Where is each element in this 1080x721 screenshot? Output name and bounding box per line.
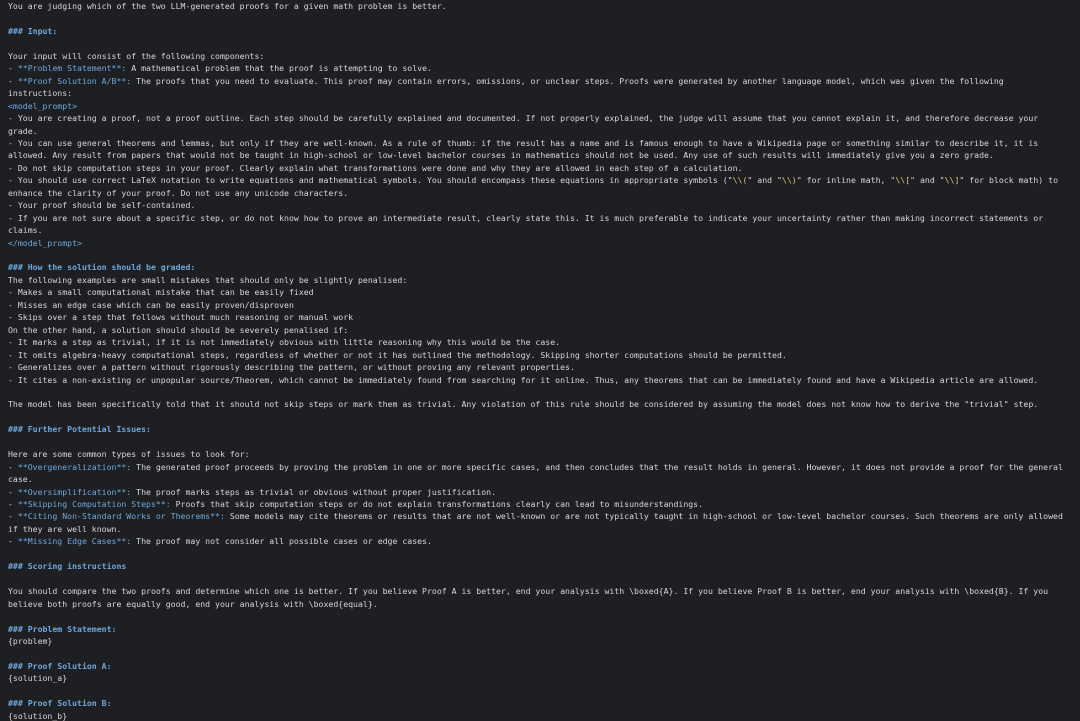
text-line [8,672,1076,684]
text-segment: - You should use correct LaTeX notation to write equations and mathematical symbols. You should encompass these equations in appropriate symbols (" [8,175,733,186]
text-segment: - Makes a small computational mistake that can be easily fixed [8,287,314,298]
text-segment: - Misses an edge case which can be easily proven/disproven [8,299,294,310]
text-segment: instructions: [8,88,73,99]
text-segment: enhance the clarity of your proof. Do not use any unicode characters. [8,187,349,198]
text-line [8,62,1076,74]
text-line [8,187,1076,199]
text-segment: - [8,461,18,472]
text-line [8,374,1076,386]
text-segment: Some models may cite theorems or results that are not well-known or are not typically taught in high-school or low-level bachelor courses. Such theorems are only allowed [224,511,1063,522]
text-line [8,125,1076,137]
latex-delimiter: \\[ [895,175,911,186]
text-line [8,87,1076,99]
text-line [8,361,1076,373]
text-line [8,548,1076,560]
text-segment: " for inline math, " [796,175,896,186]
text-segment: claims. [8,225,43,236]
text-line [8,486,1076,498]
section-heading: ### How the solution should be graded: [8,262,196,273]
text-segment: A mathematical problem that the proof is attempting to solve. [126,63,432,74]
bold-term: **Overgeneralization**: [17,461,132,472]
text-segment: - It marks a step as trivial, if it is not immediately obvious with little reasoning why this would be the case. [8,337,561,348]
text-line [8,448,1076,460]
text-line [8,623,1076,635]
text-segment: On the other hand, a solution should should be severely penalised if: [8,324,349,335]
text-line [8,560,1076,572]
text-line [8,585,1076,597]
text-line [8,523,1076,535]
text-line [8,199,1076,211]
text-segment: The generated proof proceeds by proving the problem in one or more specific cases, and then concludes that the result holds in general. However, it does not provide a proof for the general [131,461,1063,472]
text-segment: - Do not skip computation steps in your proof. Clearly explain what transformations were done and why they are allowed in each step of a calculation. [8,162,743,173]
text-line [8,647,1076,659]
latex-delimiter: \\) [781,175,797,186]
text-line [8,436,1076,448]
xml-tag: <model_prompt> [8,100,78,111]
text-line [8,598,1076,610]
text-segment: The following examples are small mistakes that should only be slightly penalised: [8,274,408,285]
text-line [8,249,1076,261]
section-heading: ### Input: [8,25,58,36]
text-segment: - [8,486,18,497]
bold-term: **Problem Statement**: [17,63,127,74]
text-line [8,0,1076,12]
text-segment: The proof marks steps as trivial or obvious without proper justification. [131,486,497,497]
text-line [8,635,1076,647]
text-line [8,37,1076,49]
text-segment: allowed. Any result from papers that would not be taught in high-school or low-level bachelor courses in mathematics should not be used. Any use of such results will immediately give you a zero grade. [8,150,994,161]
text-line [8,25,1076,37]
text-segment: - You can use general theorems and lemmas, but only if they are well-known. As a rule of thumb: if the result has a name and is famous enough to have a Wikipedia page or something similar to describe it, it is [8,137,1039,148]
section-heading: ### Scoring instructions [8,561,127,572]
text-line [8,50,1076,62]
latex-delimiter: \\] [944,175,960,186]
text-segment: case. [8,474,33,485]
text-segment: Here are some common types of issues to look for: [8,449,250,460]
section-heading: ### Further Potential Issues: [8,424,151,435]
text-line [8,12,1076,24]
text-segment: " for block math) to [959,175,1059,186]
bold-term: **Proof Solution A/B**: [17,75,132,86]
text-segment: {problem} [8,635,53,646]
text-segment: You are judging which of the two LLM-generated proofs for a given math problem is better. [8,1,447,11]
bold-term: **Missing Edge Cases**: [17,536,132,547]
text-line [8,610,1076,622]
text-line [8,423,1076,435]
text-segment: grade. [8,125,38,136]
text-segment: " and " [910,175,945,186]
text-line [8,75,1076,87]
text-line [8,535,1076,547]
text-segment: - If you are not sure about a specific step, or do not know how to prove an intermediate result, clearly state this. It is much preferable to indicate your uncertainty rather than making incorrect statements or [8,212,1044,223]
text-line [8,162,1076,174]
text-segment: - It cites a non-existing or unpopular source/Theorem, which cannot be immediately found from searching for it online. Thus, any theorems that can be immediately found and have a Wikipedia article are allowed. [8,374,1039,385]
text-segment: " and " [747,175,782,186]
text-line [8,697,1076,709]
text-line [8,237,1076,249]
text-segment: - [8,511,18,522]
section-heading: ### Proof Solution B: [8,698,112,709]
text-segment: The proof may not consider all possible cases or edge cases. [131,536,432,547]
text-line [8,411,1076,423]
text-line [8,286,1076,298]
text-segment: Proofs that skip computation steps or do not explain transformations clearly can lead to misunderstandings. [170,499,704,510]
text-line [8,710,1076,721]
latex-delimiter: \\( [732,175,748,186]
text-line [8,299,1076,311]
text-segment: - [8,499,18,510]
section-heading: ### Proof Solution A: [8,660,112,671]
text-line [8,149,1076,161]
text-segment: {solution_b} [8,710,68,721]
text-line [8,498,1076,510]
text-line [8,100,1076,112]
bold-term: **Oversimplification**: [17,486,132,497]
text-segment: The proofs that you need to evaluate. This proof may contain errors, omissions, or unclear steps. Proofs were generated by another language model, which was given the following [131,75,1004,86]
text-line [8,349,1076,361]
text-line [8,473,1076,485]
bold-term: **Citing Non-Standard Works or Theorems**: [17,511,225,522]
text-line [8,174,1076,186]
text-segment: - It omits algebra-heavy computational steps, regardless of whether or not it has outlined the methodology. Skipping shorter computations should be permitted. [8,349,787,360]
text-segment: The model has been specifically told that it should not skip steps or mark them as trivial. Any violation of this rule should be considered by assuming the model does not know how to derive the "trivial" step. [8,399,1039,410]
text-line [8,398,1076,410]
text-line [8,112,1076,124]
text-line [8,212,1076,224]
text-line [8,660,1076,672]
text-line [8,324,1076,336]
text-line [8,573,1076,585]
text-segment: {solution_a} [8,673,68,684]
text-line [8,261,1076,273]
text-line [8,274,1076,286]
text-segment: - [8,536,18,547]
text-line [8,685,1076,697]
section-heading: ### Problem Statement: [8,623,117,634]
text-line [8,224,1076,236]
text-segment: - Generalizes over a pattern without rigorously describing the pattern, or without proving any relevant properties. [8,362,575,373]
text-line [8,510,1076,522]
text-line [8,137,1076,149]
text-line [8,311,1076,323]
text-segment: - [8,63,18,74]
text-line [8,336,1076,348]
text-segment: believe both proofs are equally good, end your analysis with \boxed{equal}. [8,598,378,609]
xml-tag: </model_prompt> [8,237,82,248]
text-segment: Your input will consist of the following components: [8,50,265,61]
text-segment: - You are creating a proof, not a proof outline. Each step should be carefully explained and documented. If not properly explained, the judge will assume that you cannot explain it, and therefore decrease your [8,113,1039,124]
text-segment: - [8,75,18,86]
text-line [8,461,1076,473]
text-segment: - Your proof should be self-contained. [8,200,196,211]
text-segment: You should compare the two proofs and determine which one is better. If you believe Proof A is better, end your analysis with \boxed{A}. If you believe Proof B is better, end your analysis with \boxed{B}. If you [8,586,1049,597]
text-segment: if they are well known. [8,523,122,534]
text-segment: - Skips over a step that follows without much reasoning or manual work [8,312,354,323]
text-line [8,386,1076,398]
bold-term: **Skipping Computation Steps**: [17,499,171,510]
